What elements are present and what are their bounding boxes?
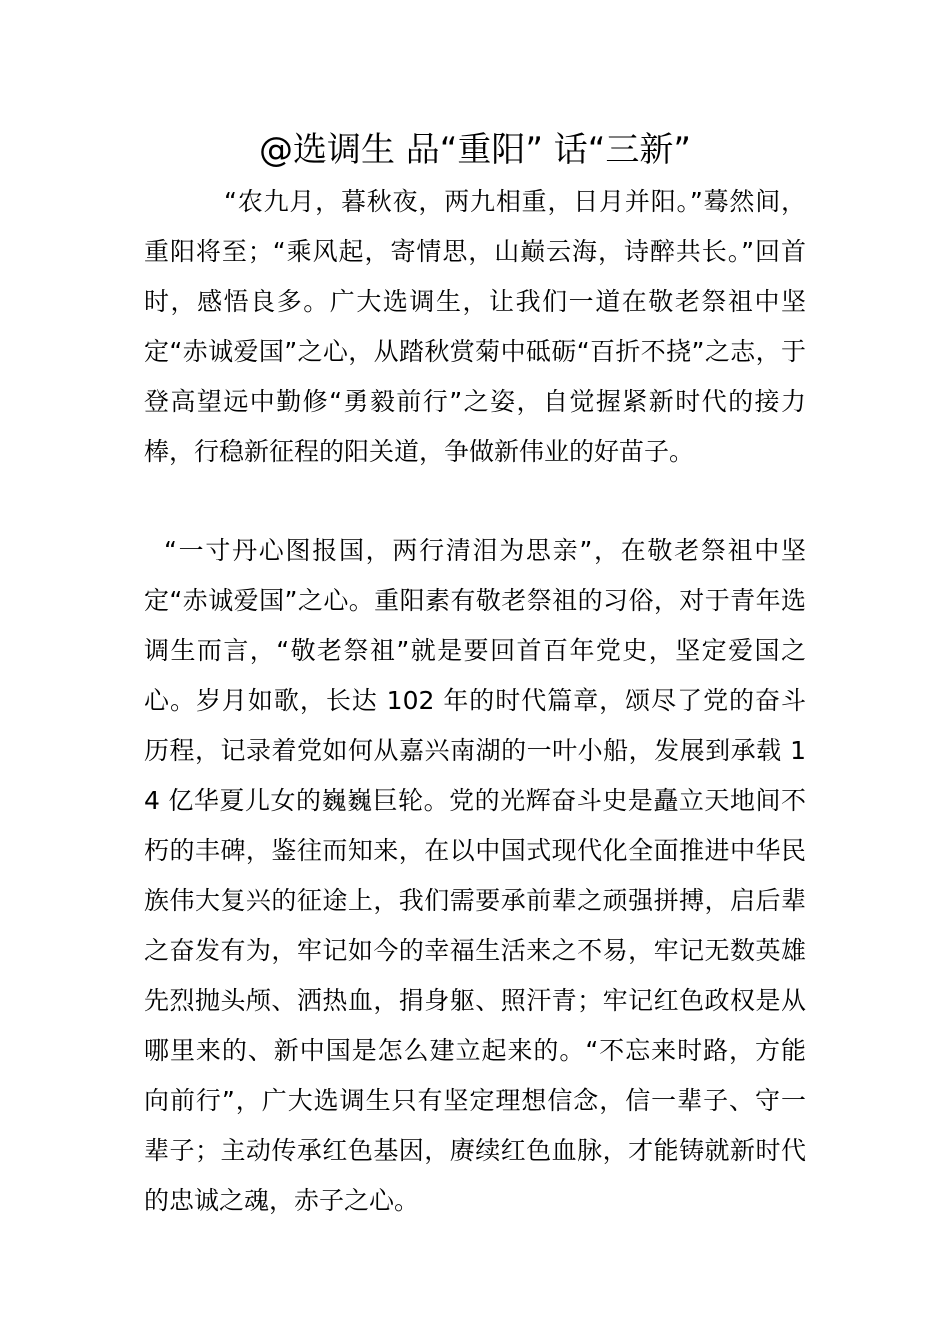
- paragraph-patriotism: “一寸丹心图报国，两行清泪为思亲”，在敬老祭祖中坚定“赤诚爱国”之心。重阳素有敬老祭祖的习俗，对于青年选调生而言，“敬老祭祖”就是要回首百年党史，坚定爱国之心。岁月如歌，长达 102 年的时代篇章，颂尽了党的奋斗历程，记录着党如何从嘉兴南湖的一叶小船，发展到承载 14 亿华夏儿女的巍巍巨轮。党的光辉奋斗史是矗立天地间不朽的丰碑，鉴往而知来，在以中国式现代化全面推进中华民族伟大复兴的征途上，我们需要承前辈之顽强拼搏，启后辈之奋发有为，牢记如今的幸福生活来之不易，牢记无数英雄先烈抛头颅、洒热血，捐身躯、照汗青；牢记红色政权是从哪里来的、新中国是怎么建立起来的。“不忘来时路，方能向前行”，广大选调生只有坚定理想信念，信一辈子、守一辈子；主动传承红色基因，赓续红色血脉，才能铸就新时代的忠诚之魂，赤子之心。: [144, 536, 806, 1215]
- paragraph-intro: “农九月，暮秋夜，两九相重，日月并阳。”蓦然间，重阳将至；“乘风起，寄情思，山巅云海，诗醉共长。”回首时，感悟良多。广大选调生，让我们一道在敬老祭祖中坚定“赤诚爱国”之心，从踏秋赏菊中砥砺“百折不挠”之志，于登高望远中勤修“勇毅前行”之姿，自觉握紧新时代的接力棒，行稳新征程的阳关道，争做新伟业的好苗子。: [144, 187, 806, 466]
- document-title: @选调生 品“重阳” 话“三新”: [258, 130, 692, 170]
